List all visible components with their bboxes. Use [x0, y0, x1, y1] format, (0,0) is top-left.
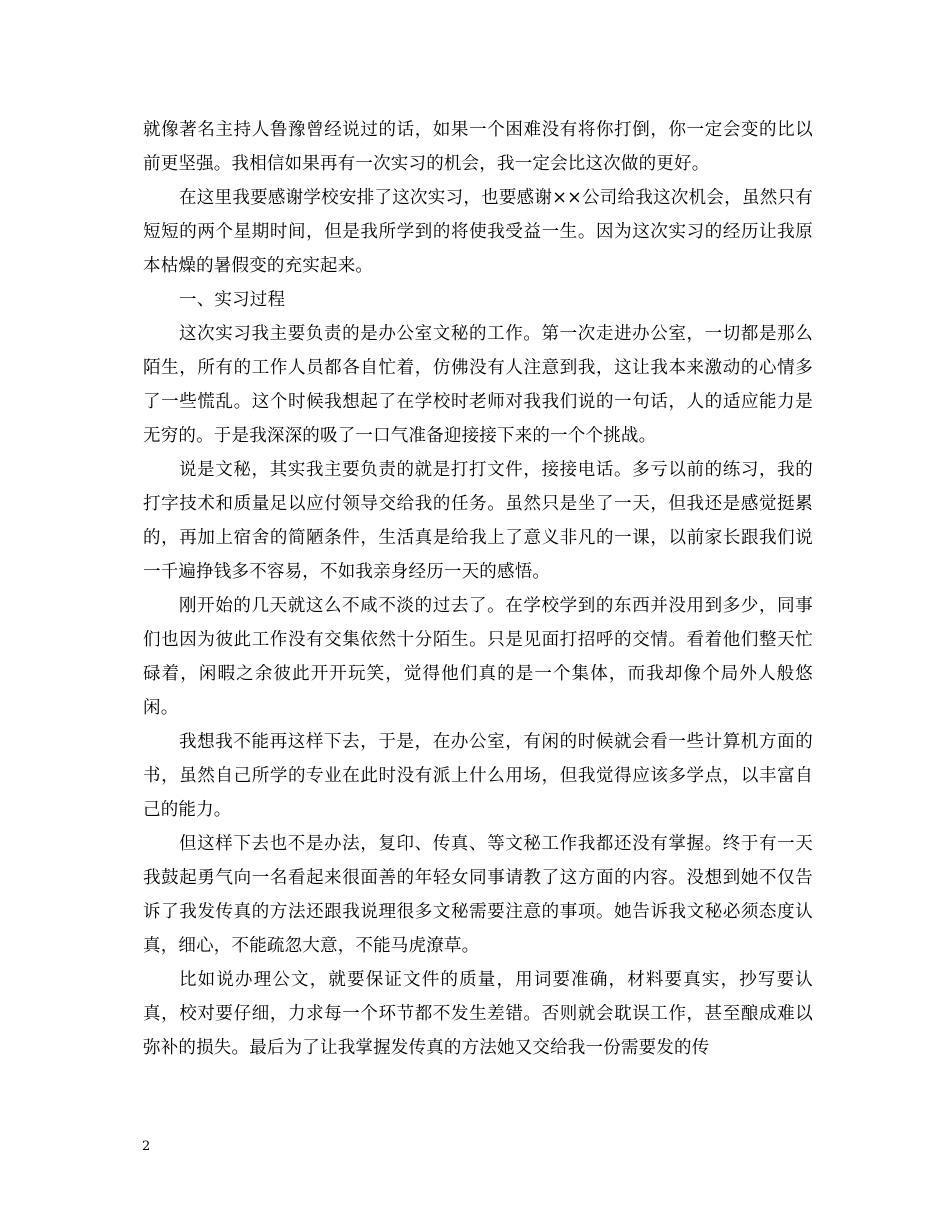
text-line: 刚开始的几天就这么不咸不淡的过去了。在学校学到的东西并没用到多少， — [179, 596, 778, 616]
text-line: 经历让我原本枯燥的暑假变的充实起来。 — [143, 222, 814, 276]
text-line: 们整天忙碌着，闲暇之余彼此开开玩笑，觉得他们真的是一个集体，而我却像个 — [143, 630, 813, 684]
paragraph — [143, 453, 813, 589]
text-line: 局外人般悠闲。 — [143, 664, 813, 718]
text-line: 的心情多了一些慌乱。这个时候我想起了在学校时老师对我我们说的一句话，人 — [143, 358, 813, 412]
text-line: 感觉挺累的，再加上宿舍的简陋条件，生活真是给我上了意义非凡的一课，以前 — [143, 494, 813, 548]
body-text — [143, 113, 813, 1065]
text-line: 但这样下去也不是办法，复印、传真、等文秘工作我都还没有掌握。终于有 — [179, 834, 778, 854]
text-line: 在这里我要感谢学校安排了这次实习，也要感谢××公司给我这次机会，虽 — [179, 188, 760, 208]
text-line: 面的书，虽然自己所学的专业在此时没有派上什么用场，但我觉得应该多学点， — [143, 732, 813, 786]
text-line: 她不仅告诉了我发传真的方法还跟我说理很多文秘需要注意的事项。她告诉我文 — [143, 868, 813, 922]
text-line: 那么陌生，所有的工作人员都各自忙着，仿佛没有人注意到我，这让我本来激动 — [143, 324, 813, 378]
text-line: 我的打字技术和质量足以应付领导交给我的任务。虽然只是坐了一天，但我还是 — [143, 460, 813, 514]
paragraph — [143, 113, 813, 181]
text-line: 说是文秘，其实我主要负责的就是打打文件，接接电话。多亏以前的练习， — [179, 460, 778, 480]
text-line: 这次实习我主要负责的是办公室文秘的工作。第一次走进办公室，一切都是 — [179, 324, 778, 344]
paragraph — [143, 181, 813, 283]
text-line: 秘必须态度认真，细心，不能疏忽大意，不能马虎潦草。 — [143, 902, 813, 956]
text-line: 成难以弥补的损失。最后为了让我掌握发传真的方法她又交给我一份需要发的传 — [143, 1004, 813, 1058]
text-line: 比以前更坚强。我相信如果再有一次实习的机会，我一定会比这次做的更好。 — [143, 120, 813, 174]
text-line: 我想我不能再这样下去，于是，在办公室，有闲的时候就会看一些计算机方 — [179, 732, 778, 752]
text-line: 的适应能力是无穷的。于是我深深的吸了一口气准备迎接接下来的一个个挑战。 — [143, 392, 813, 446]
text-line: 认真，校对要仔细，力求每一个环节都不发生差错。否则就会耽误工作，甚至酿 — [143, 970, 813, 1024]
text-line: 然只有短短的两个星期时间，但是我所学到的将使我受益一生。因为这次实习的 — [143, 188, 813, 242]
paragraph — [143, 827, 813, 963]
page-number: 2 — [142, 1139, 151, 1154]
text-line: 同事们也因为彼此工作没有交集依然十分陌生。只是见面打招呼的交情。看着他 — [143, 596, 813, 650]
text-line: 家长跟我们说一千遍挣钱多不容易，不如我亲身经历一天的感悟。 — [143, 528, 813, 582]
text-line: 一、实习过程 — [179, 290, 286, 310]
paragraph — [143, 963, 813, 1065]
paragraph — [143, 589, 813, 725]
text-line: 比如说办理公文，就要保证文件的质量，用词要准确，材料要真实，抄写要 — [179, 970, 796, 990]
paragraph — [143, 317, 813, 453]
paragraph — [143, 283, 813, 317]
paragraph — [143, 725, 813, 827]
text-line: 就像著名主持人鲁豫曾经说过的话，如果一个困难没有将你打倒，你一定会变的 — [143, 120, 778, 140]
text-line: 一天我鼓起勇气向一名看起来很面善的年轻女同事请教了这方面的内容。没想到 — [143, 834, 813, 888]
text-line: 以丰富自己的能力。 — [143, 766, 813, 820]
